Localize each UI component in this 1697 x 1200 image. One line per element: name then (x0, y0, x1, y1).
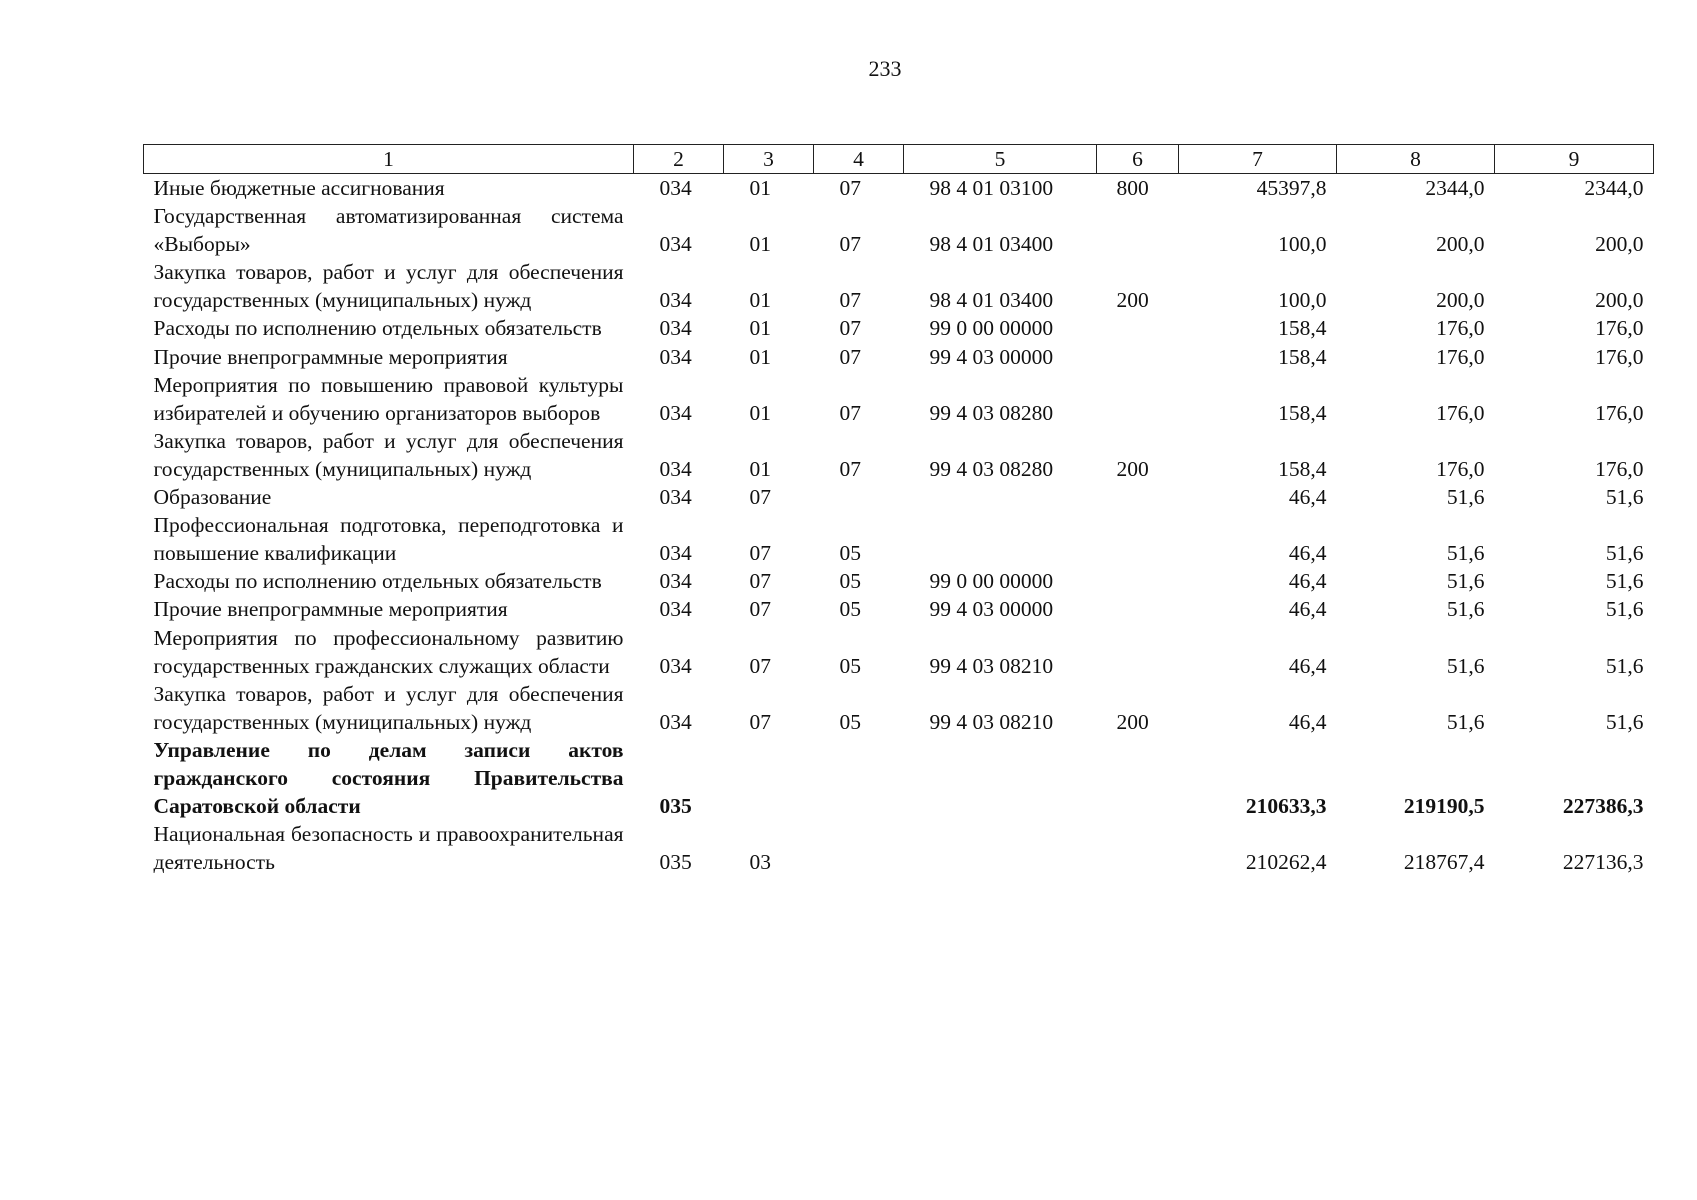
table-row (144, 511, 1654, 567)
cell-section-code: 07 (749, 653, 771, 678)
cell-target-article: 99 4 03 08210 (929, 653, 1054, 678)
cell-amount-8: 200,0 (1436, 232, 1485, 257)
cell-name: Управление по делам записи актов гражданского состояния Правительства Саратовской области (153, 737, 624, 819)
column-header-3: 3 (724, 145, 814, 174)
cell-section-code: 07 (749, 709, 771, 734)
table-row (144, 427, 1654, 483)
cell-target-article: 99 4 03 00000 (929, 597, 1054, 622)
cell-section-code: 07 (749, 485, 771, 510)
cell-amount-9: 51,6 (1605, 569, 1644, 594)
table-row (144, 371, 1654, 427)
cell-name: Мероприятия по профессиональному развитию государственных гражданских служащих области (153, 625, 624, 678)
cell-expense-type: 800 (1116, 176, 1149, 200)
column-header-4: 4 (814, 145, 904, 174)
cell-target-article: 99 4 03 08210 (929, 709, 1054, 734)
cell-subsection-code (814, 483, 904, 511)
cell-amount-7: 158,4 (1278, 344, 1327, 369)
cell-amount-9: 227136,3 (1562, 850, 1644, 875)
cell-section-code: 07 (749, 541, 771, 566)
cell-expense-type (1097, 736, 1179, 820)
cell-name: Прочие внепрограммные мероприятия (153, 597, 508, 622)
cell-subsection-code: 07 (839, 456, 861, 481)
cell-ministry-code: 034 (659, 232, 692, 257)
cell-expense-type (1097, 343, 1179, 371)
cell-subsection-code: 07 (839, 316, 861, 341)
budget-table (143, 144, 1654, 876)
cell-amount-8: 51,6 (1446, 569, 1485, 594)
cell-subsection-code: 07 (839, 344, 861, 369)
cell-section-code: 07 (749, 597, 771, 622)
column-header-6: 6 (1097, 145, 1179, 174)
cell-target-article: 99 4 03 00000 (929, 344, 1054, 369)
cell-expense-type (1097, 483, 1179, 511)
cell-ministry-code: 034 (659, 344, 692, 369)
column-header-9: 9 (1495, 145, 1654, 174)
cell-ministry-code: 034 (659, 709, 692, 734)
cell-subsection-code: 05 (839, 597, 861, 622)
cell-target-article: 98 4 01 03100 (929, 176, 1054, 200)
cell-amount-8: 200,0 (1436, 288, 1485, 313)
cell-amount-8: 219190,5 (1403, 794, 1485, 819)
cell-amount-7: 46,4 (1288, 653, 1327, 678)
cell-amount-9: 51,6 (1605, 653, 1644, 678)
table-row (144, 820, 1654, 876)
cell-amount-9: 51,6 (1605, 541, 1644, 566)
cell-subsection-code: 05 (839, 653, 861, 678)
cell-expense-type (1097, 820, 1179, 876)
cell-subsection-code (814, 820, 904, 876)
table-row (144, 736, 1654, 820)
cell-expense-type (1097, 595, 1179, 623)
cell-ministry-code: 035 (659, 794, 692, 819)
cell-amount-7: 46,4 (1288, 709, 1327, 734)
cell-amount-8: 51,6 (1446, 653, 1485, 678)
cell-expense-type (1097, 511, 1179, 567)
cell-amount-7: 100,0 (1278, 288, 1327, 313)
cell-amount-7: 46,4 (1288, 597, 1327, 622)
cell-section-code: 01 (749, 316, 771, 341)
cell-expense-type: 200 (1116, 709, 1149, 734)
cell-amount-8: 176,0 (1436, 456, 1485, 481)
cell-ministry-code: 034 (659, 288, 692, 313)
cell-ministry-code: 034 (659, 653, 692, 678)
cell-amount-9: 200,0 (1595, 232, 1644, 257)
cell-subsection-code: 05 (839, 569, 861, 594)
table-row (144, 680, 1654, 736)
cell-ministry-code: 035 (659, 850, 692, 875)
table-row (144, 314, 1654, 342)
cell-name: Профессиональная подготовка, переподготовка и повышение квалификации (153, 513, 624, 566)
cell-amount-7: 45397,8 (1256, 176, 1327, 200)
table-row (144, 624, 1654, 680)
cell-amount-9: 227386,3 (1562, 794, 1644, 819)
cell-expense-type (1097, 371, 1179, 427)
cell-subsection-code: 07 (839, 176, 861, 200)
cell-ministry-code: 034 (659, 316, 692, 341)
table-row (144, 567, 1654, 595)
cell-amount-7: 158,4 (1278, 316, 1327, 341)
cell-amount-7: 158,4 (1278, 400, 1327, 425)
cell-amount-8: 51,6 (1446, 485, 1485, 510)
cell-ministry-code: 034 (659, 176, 692, 200)
cell-section-code: 03 (749, 850, 771, 875)
cell-amount-7: 100,0 (1278, 232, 1327, 257)
cell-section-code: 01 (749, 232, 771, 257)
cell-target-article (904, 483, 1097, 511)
header-row (144, 145, 1654, 174)
cell-amount-7: 46,4 (1288, 485, 1327, 510)
cell-target-article: 99 4 03 08280 (929, 400, 1054, 425)
column-header-2: 2 (634, 145, 724, 174)
cell-name: Закупка товаров, работ и услуг для обеспечения государственных (муниципальных) нужд (153, 260, 624, 313)
cell-expense-type (1097, 202, 1179, 258)
cell-target-article: 99 0 00 00000 (929, 316, 1054, 341)
column-header-7: 7 (1179, 145, 1337, 174)
cell-amount-9: 51,6 (1605, 709, 1644, 734)
column-header-1: 1 (144, 145, 634, 174)
cell-ministry-code: 034 (659, 485, 692, 510)
cell-amount-9: 176,0 (1595, 344, 1644, 369)
table-row (144, 483, 1654, 511)
cell-name: Иные бюджетные ассигнования (153, 176, 445, 200)
cell-section-code: 01 (749, 400, 771, 425)
cell-expense-type (1097, 567, 1179, 595)
cell-name: Закупка товаров, работ и услуг для обеспечения государственных (муниципальных) нужд (153, 681, 624, 734)
cell-section-code (724, 736, 814, 820)
cell-name: Закупка товаров, работ и услуг для обеспечения государственных (муниципальных) нужд (153, 428, 624, 481)
cell-subsection-code: 07 (839, 288, 861, 313)
cell-amount-8: 2344,0 (1425, 176, 1485, 200)
cell-name: Прочие внепрограммные мероприятия (153, 344, 508, 369)
column-header-8: 8 (1337, 145, 1495, 174)
cell-section-code: 01 (749, 176, 771, 200)
cell-amount-7: 210262,4 (1245, 850, 1327, 875)
cell-subsection-code (814, 736, 904, 820)
cell-amount-7: 46,4 (1288, 541, 1327, 566)
table-row (144, 343, 1654, 371)
cell-name: Расходы по исполнению отдельных обязательств (153, 316, 602, 341)
cell-target-article (904, 736, 1097, 820)
cell-section-code: 01 (749, 344, 771, 369)
cell-ministry-code: 034 (659, 541, 692, 566)
cell-amount-9: 51,6 (1605, 597, 1644, 622)
cell-section-code: 07 (749, 569, 771, 594)
page-number: 233 (868, 56, 902, 81)
cell-amount-7: 210633,3 (1245, 794, 1327, 819)
cell-amount-7: 158,4 (1278, 456, 1327, 481)
cell-name: Образование (153, 485, 272, 510)
table-row (144, 258, 1654, 314)
cell-section-code: 01 (749, 456, 771, 481)
cell-target-article (904, 511, 1097, 567)
cell-amount-9: 176,0 (1595, 400, 1644, 425)
table-body (144, 174, 1654, 877)
cell-amount-8: 51,6 (1446, 709, 1485, 734)
cell-amount-8: 176,0 (1436, 400, 1485, 425)
cell-ministry-code: 034 (659, 597, 692, 622)
cell-subsection-code: 05 (839, 709, 861, 734)
cell-name: Государственная автоматизированная система «Выборы» (153, 204, 624, 257)
cell-expense-type (1097, 624, 1179, 680)
cell-expense-type: 200 (1116, 456, 1149, 481)
cell-target-article: 98 4 01 03400 (929, 288, 1054, 313)
cell-subsection-code: 07 (839, 232, 861, 257)
table-header (144, 145, 1654, 174)
cell-ministry-code: 034 (659, 400, 692, 425)
cell-amount-7: 46,4 (1288, 569, 1327, 594)
cell-amount-9: 176,0 (1595, 316, 1644, 341)
cell-subsection-code: 07 (839, 400, 861, 425)
cell-amount-9: 176,0 (1595, 456, 1644, 481)
cell-target-article: 99 4 03 08280 (929, 456, 1054, 481)
table-row (144, 174, 1654, 203)
cell-amount-9: 200,0 (1595, 288, 1644, 313)
cell-section-code: 01 (749, 288, 771, 313)
cell-amount-9: 2344,0 (1584, 176, 1644, 200)
cell-expense-type: 200 (1116, 288, 1149, 313)
cell-amount-8: 51,6 (1446, 541, 1485, 566)
table-row (144, 595, 1654, 623)
cell-target-article: 99 0 00 00000 (929, 569, 1054, 594)
cell-amount-8: 51,6 (1446, 597, 1485, 622)
cell-name: Расходы по исполнению отдельных обязательств (153, 569, 602, 594)
cell-name: Национальная безопасность и правоохранительная деятельность (153, 822, 624, 875)
cell-amount-9: 51,6 (1605, 485, 1644, 510)
cell-ministry-code: 034 (659, 569, 692, 594)
cell-amount-8: 176,0 (1436, 344, 1485, 369)
cell-amount-8: 218767,4 (1403, 850, 1485, 875)
cell-amount-8: 176,0 (1436, 316, 1485, 341)
cell-ministry-code: 034 (659, 456, 692, 481)
table-row (144, 202, 1654, 258)
column-header-5: 5 (904, 145, 1097, 174)
cell-name: Мероприятия по повышению правовой культуры избирателей и обучению организаторов выборов (153, 372, 624, 425)
cell-expense-type (1097, 314, 1179, 342)
cell-target-article: 98 4 01 03400 (929, 232, 1054, 257)
cell-target-article (904, 820, 1097, 876)
cell-subsection-code: 05 (839, 541, 861, 566)
